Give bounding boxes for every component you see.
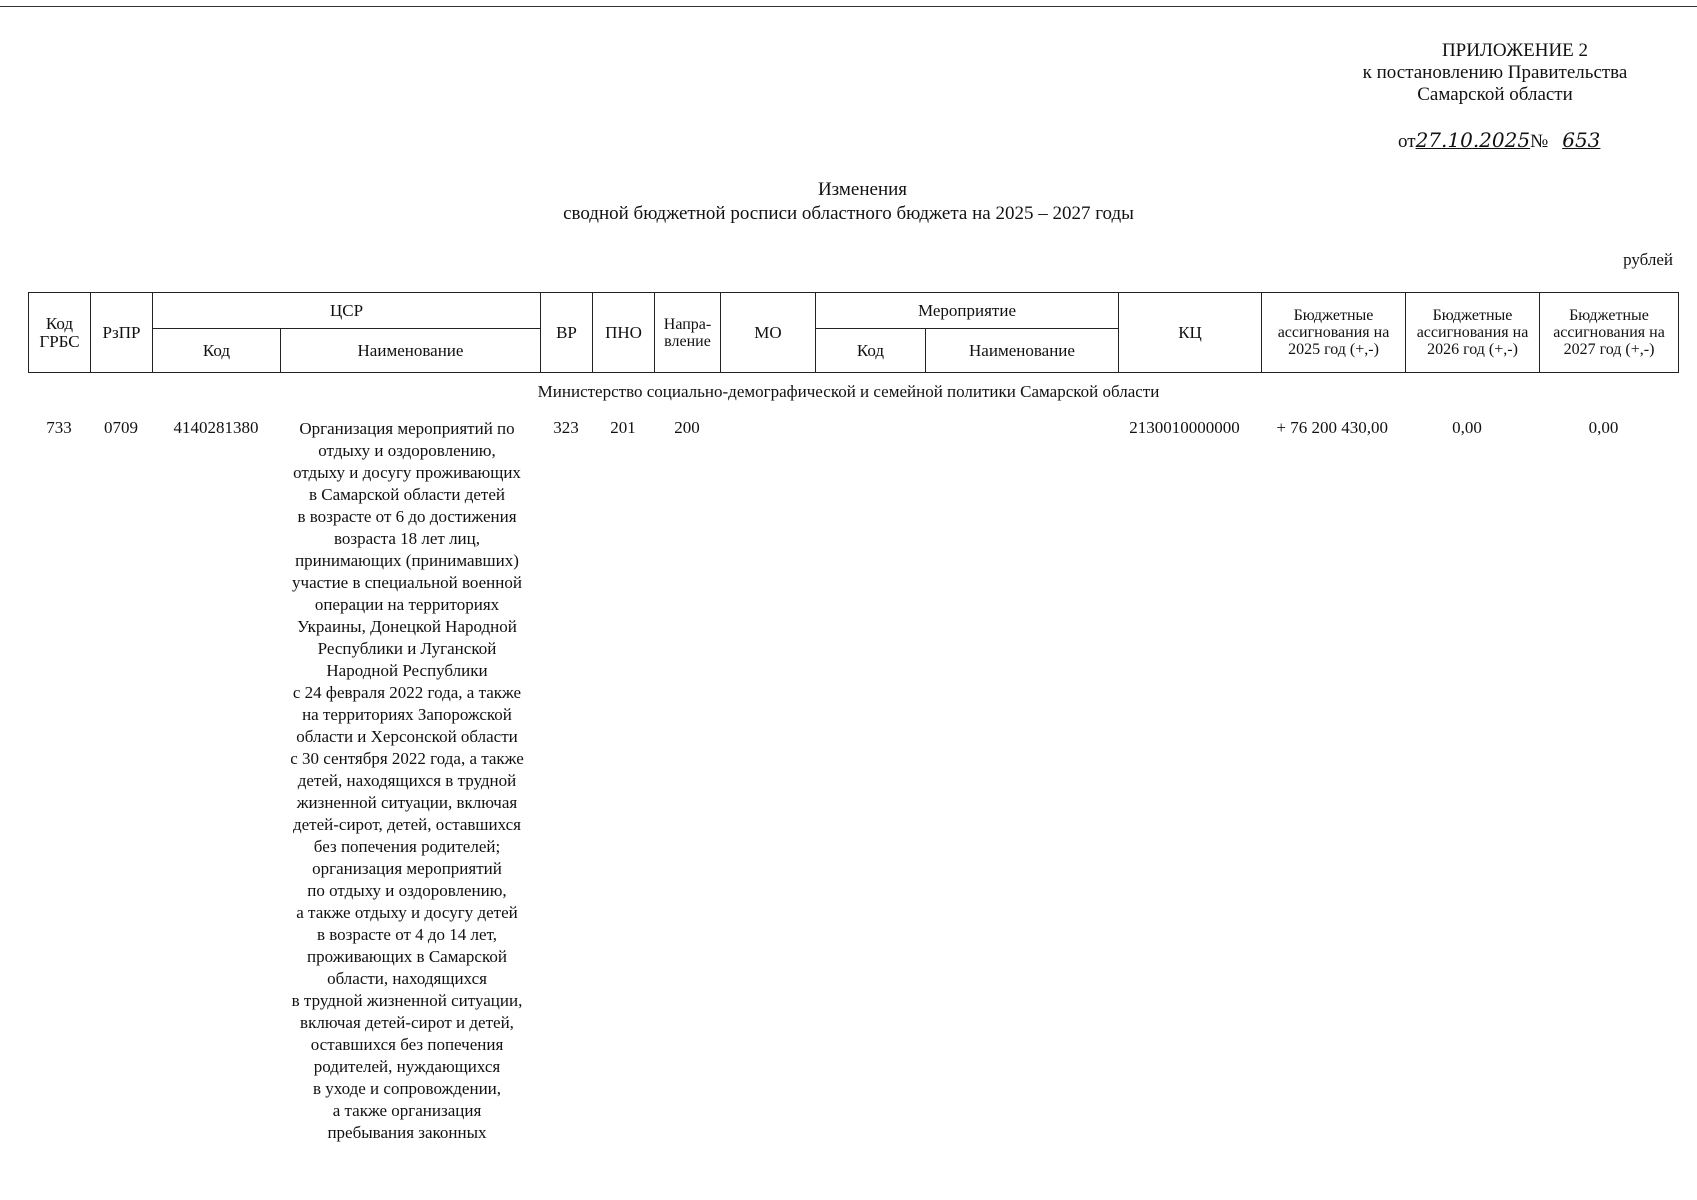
budget-table-header: [28, 292, 1679, 373]
appendix-line-3: Самарской области: [1417, 84, 1573, 105]
col-budget-2026: Бюджетные ассигнования на 2026 год (+,-): [1406, 293, 1540, 373]
name-line: принимающих (принимавших): [295, 551, 519, 570]
name-line: на территориях Запорожской: [302, 705, 512, 724]
name-line: отдыху и досугу проживающих: [293, 463, 521, 482]
col-pno: ПНО: [593, 293, 655, 373]
col-mo: МО: [721, 293, 816, 373]
name-line: возраста 18 лет лиц,: [333, 529, 481, 548]
ministry-heading: Министерство социально-демографической и семейной политики Самарской области: [537, 382, 1160, 401]
appendix-header: [1335, 40, 1655, 106]
date-prefix: от: [1398, 131, 1416, 152]
number-prefix: №: [1530, 131, 1549, 152]
units-label: рублей: [1623, 250, 1673, 269]
col-event-kod: Код: [816, 329, 926, 373]
col-event-name: Наименование: [926, 329, 1119, 373]
name-line: пребывания законных: [327, 1123, 487, 1142]
name-line: детей, находящихся в трудной: [297, 771, 517, 790]
name-line: отдыху и оздоровлению,: [318, 441, 496, 460]
cell-kod-grbs: 733: [46, 418, 72, 437]
name-line: Республики и Луганской: [317, 639, 497, 658]
name-line: проживающих в Самарской: [307, 947, 507, 966]
name-line: операции на территориях: [314, 595, 500, 614]
cell-budget-2025: + 76 200 430,00: [1276, 418, 1388, 437]
cell-vr: 323: [553, 418, 579, 437]
name-line: родителей, нуждающихся: [313, 1057, 501, 1076]
handwritten-number: 653: [1562, 128, 1601, 152]
cell-direction: 200: [674, 418, 700, 437]
col-kc: КЦ: [1119, 293, 1262, 373]
col-csr-kod: Код: [153, 329, 281, 373]
name-line: а также отдыху и досугу детей: [296, 903, 518, 922]
col-rzpr: РзПР: [91, 293, 153, 373]
title-line-1: Изменения: [817, 179, 908, 200]
name-line: Организация мероприятий по: [299, 419, 515, 438]
appendix-line-2: к постановлению Правительства: [1362, 62, 1628, 83]
cell-pno: 201: [610, 418, 636, 437]
name-line: области и Херсонской области: [296, 727, 518, 746]
name-line: а также организация: [332, 1101, 482, 1120]
name-line: без попечения родителей;: [313, 837, 501, 856]
col-csr-name: Наименование: [281, 329, 541, 373]
handwritten-date: 27.10.2025: [1415, 128, 1531, 152]
name-line: жизненной ситуации, включая: [296, 793, 518, 812]
name-line: в возрасте от 6 до достижения: [297, 507, 517, 526]
name-line: в Самарской области детей: [309, 485, 505, 504]
name-line: участие в специальной военной: [292, 573, 522, 592]
col-direction: Напра-вление: [655, 293, 721, 373]
appendix-heading: ПРИЛОЖЕНИЕ 2: [1441, 40, 1589, 61]
name-line: включая детей-сирот и детей,: [300, 1013, 514, 1032]
col-budget-2025: Бюджетные ассигнования на 2025 год (+,-): [1262, 293, 1406, 373]
name-line: оставшихся без попечения: [310, 1035, 504, 1054]
col-kod-grbs: Код ГРБС: [29, 293, 91, 373]
cell-budget-2026: 0,00: [1452, 418, 1482, 437]
name-line: детей-сирот, детей, оставшихся: [292, 815, 521, 834]
name-line: Народной Республики: [326, 661, 488, 680]
cell-kc: 2130010000000: [1129, 418, 1240, 437]
document-title: [0, 178, 1697, 226]
col-event: Мероприятие: [816, 293, 1119, 329]
cell-budget-2027: 0,00: [1588, 418, 1619, 437]
cell-csr-name: [282, 418, 532, 1144]
col-budget-2027: Бюджетные ассигнования на 2027 год (+,-): [1540, 293, 1679, 373]
name-line: по отдыху и оздоровлению,: [307, 881, 507, 900]
name-line: в возрасте от 4 до 14 лет,: [316, 925, 497, 944]
name-line: организация мероприятий: [312, 859, 502, 878]
resolution-date-line: [1398, 128, 1632, 153]
name-line: с 24 февраля 2022 года, а также: [292, 683, 522, 702]
name-line: в трудной жизненной ситуации,: [291, 991, 523, 1010]
name-line: в уходе и сопровождении,: [312, 1079, 502, 1098]
cell-csr-kod: 4140281380: [173, 418, 259, 437]
col-vr: ВР: [541, 293, 593, 373]
name-line: области, находящихся: [327, 969, 487, 988]
table-row: [0, 418, 1697, 1178]
cell-rzpr: 0709: [104, 418, 138, 437]
title-line-2: сводной бюджетной росписи областного бюджета на 2025 – 2027 годы: [563, 203, 1134, 224]
name-line: с 30 сентября 2022 года, а также: [290, 749, 524, 768]
name-line: Украины, Донецкой Народной: [297, 617, 517, 636]
col-csr: ЦСР: [153, 293, 541, 329]
page-top-rule: [0, 6, 1697, 7]
